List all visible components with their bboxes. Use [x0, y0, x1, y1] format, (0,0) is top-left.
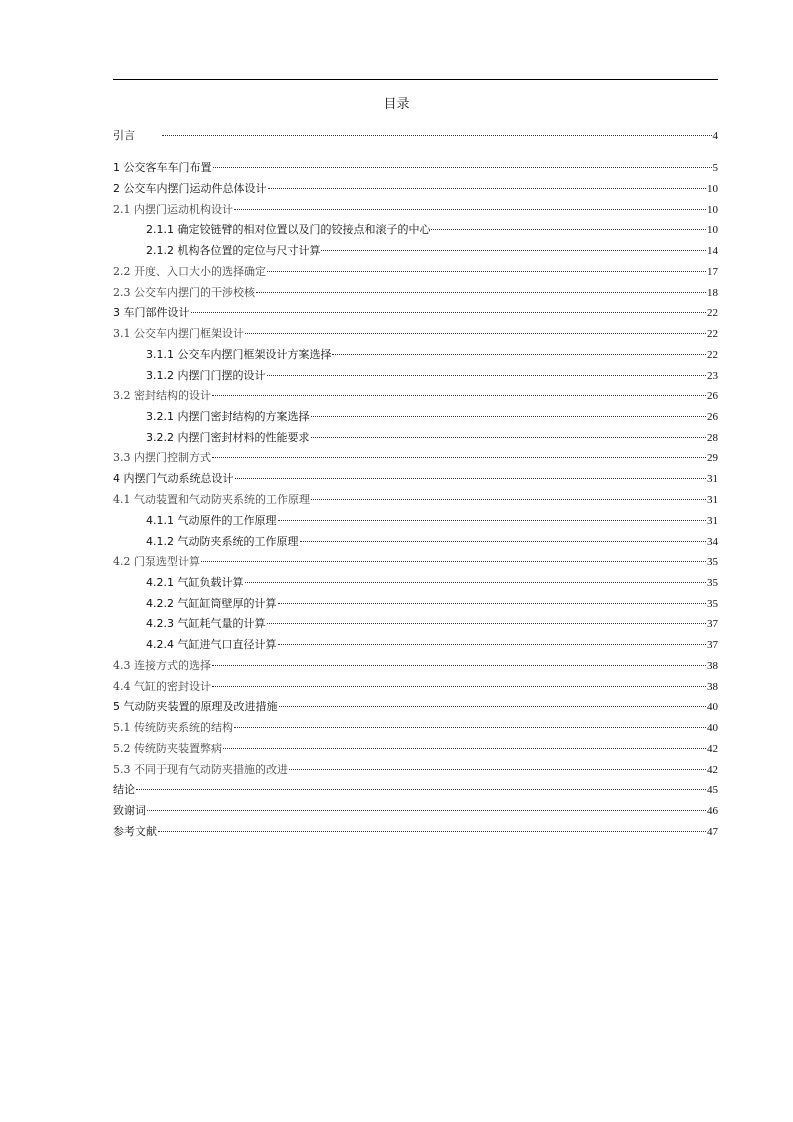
toc-entry[interactable]: 致谢词 46: [113, 804, 718, 817]
toc-entry[interactable]: 3.1.2 内摆门门摆的设计 23: [146, 369, 718, 382]
toc-entry[interactable]: 3.2.2 内摆门密封材料的性能要求 28: [146, 431, 718, 444]
toc-entry[interactable]: 4.1 气动装置和气动防夹系统的工作原理 31: [113, 493, 718, 506]
toc-entry[interactable]: 引言 4: [113, 129, 718, 142]
toc-entry[interactable]: 3.2.1 内摆门密封结构的方案选择 26: [146, 410, 718, 423]
header-rule: [113, 79, 718, 80]
toc-entry[interactable]: 5.2 传统防夹装置弊病 42: [113, 742, 718, 755]
toc-entry[interactable]: 5.1 传统防夹系统的结构 40: [113, 721, 718, 734]
toc-entry[interactable]: 2.2 开度、入口大小的选择确定 17: [113, 265, 718, 278]
toc-entry[interactable]: 2 公交车内摆门运动件总体设计 10: [113, 182, 718, 195]
toc-entry[interactable]: 结论 45: [113, 783, 718, 796]
toc-entry[interactable]: 4 内摆门气动系统总设计 31: [113, 472, 718, 485]
toc-entry[interactable]: 4.4 气缸的密封设计 38: [113, 680, 718, 693]
toc-entry[interactable]: 2.1.1 确定铰链臂的相对位置以及门的铰接点和滚子的中心 10: [146, 223, 718, 236]
toc-entry[interactable]: 参考文献 47: [113, 825, 718, 838]
toc-entry[interactable]: 3.1 公交车内摆门框架设计 22: [113, 327, 718, 340]
toc-entry[interactable]: 4.1.1 气动原件的工作原理 31: [146, 514, 718, 527]
toc-entry[interactable]: 1 公交客车车门布置 5: [113, 161, 718, 174]
page-title: 目录: [383, 97, 410, 112]
toc-entry[interactable]: 4.2 门泵选型计算 35: [113, 555, 718, 568]
toc-entry[interactable]: 3.1.1 公交车内摆门框架设计方案选择 22: [146, 348, 718, 361]
toc-entry[interactable]: 4.2.2 气缸缸筒壁厚的计算 35: [146, 597, 718, 610]
toc-entry[interactable]: 2.3 公交车内摆门的干涉校核 18: [113, 286, 718, 299]
toc-entry[interactable]: 3.2 密封结构的设计 26: [113, 389, 718, 402]
toc-entry[interactable]: 4.2.1 气缸负载计算 35: [146, 576, 718, 589]
toc-entry[interactable]: 4.3 连接方式的选择 38: [113, 659, 718, 672]
toc-entry[interactable]: 4.1.2 气动防夹系统的工作原理 34: [146, 535, 718, 548]
toc-entry[interactable]: 2.1 内摆门运动机构设计 10: [113, 203, 718, 216]
toc-entry[interactable]: 4.2.4 气缸进气口直径计算 37: [146, 638, 718, 651]
toc-entry[interactable]: 5 气动防夹装置的原理及改进措施 40: [113, 700, 718, 713]
toc-entry[interactable]: 2.1.2 机构各位置的定位与尺寸计算 14: [146, 244, 718, 257]
toc-entry[interactable]: 5.3 不同于现有气动防夹措施的改进 42: [113, 763, 718, 776]
toc-entry[interactable]: 3 车门部件设计 22: [113, 306, 718, 319]
toc-entry[interactable]: 4.2.3 气缸耗气量的计算 37: [146, 617, 718, 630]
toc-entry[interactable]: 3.3 内摆门控制方式 29: [113, 451, 718, 464]
